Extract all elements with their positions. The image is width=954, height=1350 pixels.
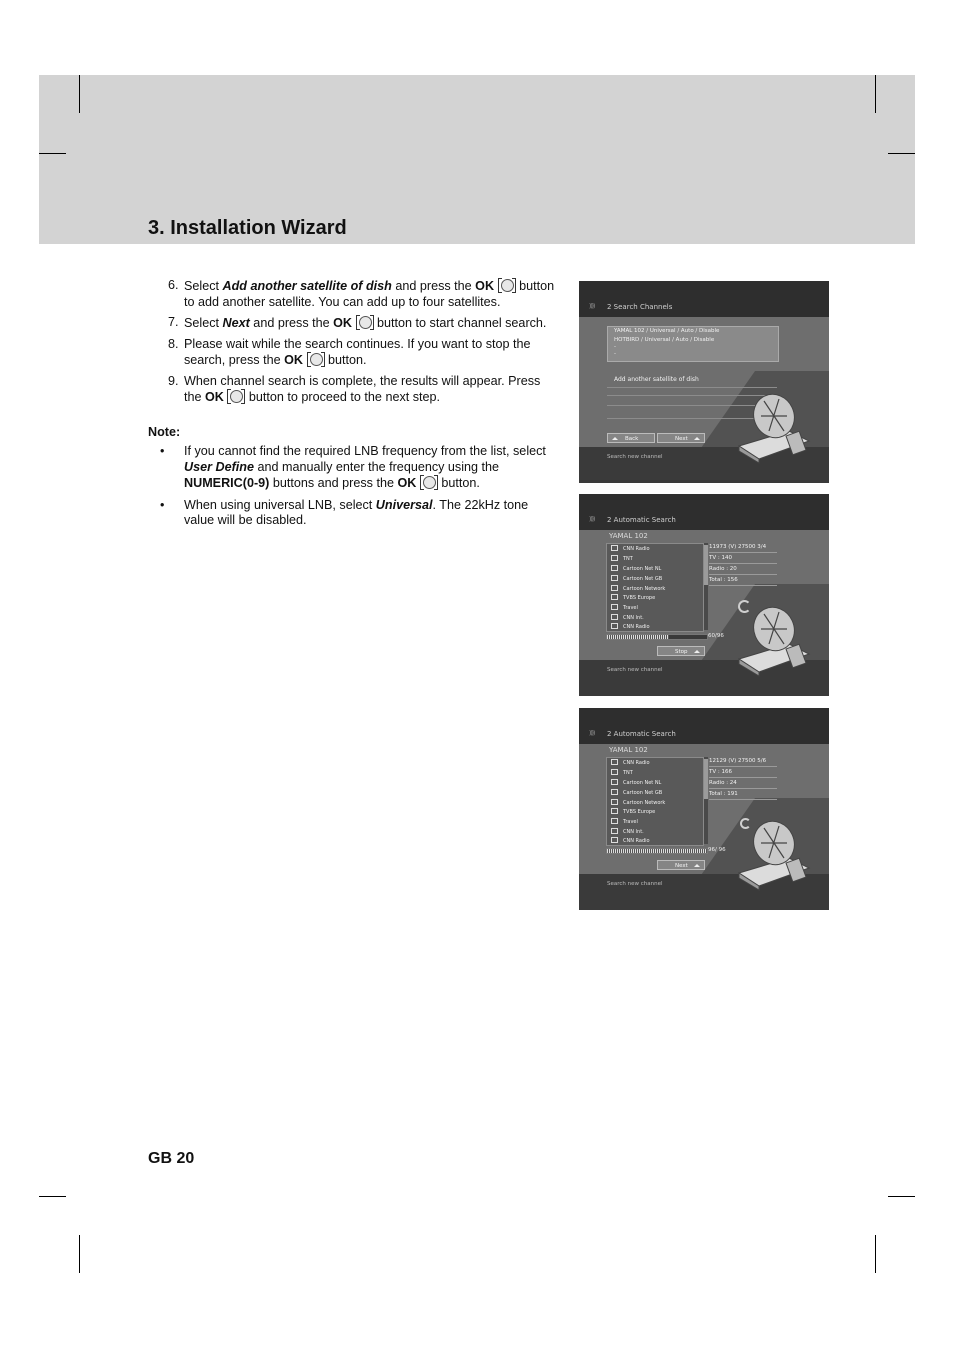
step-text: button. bbox=[328, 353, 367, 367]
tv-icon bbox=[611, 828, 618, 834]
satellite-name: YAMAL 102 bbox=[609, 532, 648, 540]
step-text: button to start channel search. bbox=[377, 316, 547, 330]
progress-count: 60/96 bbox=[708, 633, 724, 639]
ok-label: OK bbox=[397, 476, 417, 490]
list-item[interactable] bbox=[611, 837, 650, 844]
list-item[interactable] bbox=[611, 769, 633, 776]
footer-text: Search new channel bbox=[607, 454, 663, 460]
tv-icon bbox=[611, 604, 618, 610]
satellite-name: YAMAL 102 bbox=[609, 746, 648, 754]
channel-name: CNN Int. bbox=[623, 615, 644, 621]
satellite-dish-icon bbox=[719, 604, 819, 679]
divider bbox=[709, 585, 777, 586]
channel-list[interactable] bbox=[606, 543, 704, 632]
list-item[interactable] bbox=[611, 818, 638, 825]
list-item[interactable] bbox=[611, 545, 650, 552]
channel-name: TNT bbox=[623, 556, 633, 562]
ok-button-icon bbox=[420, 475, 438, 490]
radio-count: Radio : 24 bbox=[709, 780, 737, 786]
divider bbox=[709, 766, 777, 767]
progress-fill bbox=[607, 635, 669, 639]
list-item[interactable] bbox=[611, 594, 655, 601]
note-emphasis: Universal bbox=[375, 497, 433, 512]
divider bbox=[709, 574, 777, 575]
ok-button-icon bbox=[307, 352, 325, 367]
channel-name: CNN Radio bbox=[623, 624, 650, 630]
total-count: Total : 191 bbox=[709, 791, 738, 797]
screen-title: 2 Search Channels bbox=[607, 303, 673, 311]
step-text: and press the bbox=[249, 316, 334, 330]
total-count: Total : 156 bbox=[709, 577, 738, 583]
note-strong: NUMERIC(0-9) bbox=[184, 476, 270, 490]
channel-name: TNT bbox=[623, 770, 633, 776]
screen-header bbox=[579, 281, 829, 317]
tv-icon bbox=[611, 818, 618, 824]
step-text: Select bbox=[184, 316, 223, 330]
divider bbox=[709, 799, 777, 800]
ok-button-icon bbox=[356, 315, 374, 330]
progress-count: 96/ 96 bbox=[708, 847, 726, 853]
back-button-label: Back bbox=[625, 436, 639, 442]
footer-text: Search new channel bbox=[607, 667, 663, 673]
step-number: 7. bbox=[168, 315, 179, 329]
step-item bbox=[148, 337, 560, 369]
channel-name: TVBS Europe bbox=[623, 809, 656, 815]
channel-name: Travel bbox=[623, 605, 638, 611]
list-item[interactable] bbox=[611, 623, 650, 630]
ok-label: OK bbox=[475, 279, 495, 293]
screen-title: 2 Automatic Search bbox=[607, 516, 676, 524]
screen-header bbox=[579, 494, 829, 530]
step-text: Please wait while the search continues. If you want to stop the search, press the bbox=[184, 336, 531, 367]
satellite-entry[interactable]: - bbox=[614, 344, 616, 350]
ok-button-icon bbox=[498, 278, 516, 293]
next-button-label: Next bbox=[675, 863, 688, 869]
triangle-icon bbox=[612, 437, 618, 440]
channel-name: Travel bbox=[623, 819, 638, 825]
step-text: button to add another satellite. You can add up to four satellites. bbox=[184, 279, 555, 309]
scrollbar[interactable] bbox=[704, 757, 708, 844]
ok-label: OK bbox=[284, 353, 303, 367]
divider bbox=[709, 788, 777, 789]
step-number: 8. bbox=[168, 336, 179, 351]
next-button-label: Next bbox=[675, 436, 688, 442]
satellite-entry[interactable]: YAMAL 102 / Universal / Auto / Disable bbox=[614, 328, 720, 334]
scrollbar-thumb[interactable] bbox=[704, 545, 708, 585]
bullet-icon: • bbox=[160, 444, 165, 458]
crop-mark bbox=[39, 1196, 66, 1197]
tv-icon bbox=[611, 565, 618, 571]
list-item[interactable] bbox=[611, 585, 665, 592]
list-item[interactable] bbox=[611, 555, 633, 562]
list-item[interactable] bbox=[611, 789, 662, 796]
tv-icon bbox=[611, 769, 618, 775]
crop-mark bbox=[39, 153, 66, 154]
channel-name: CNN Radio bbox=[623, 760, 650, 766]
satellite-entry[interactable]: - bbox=[614, 351, 616, 357]
step-number: 9. bbox=[168, 373, 179, 388]
note-text: and manually enter the frequency using the bbox=[254, 459, 500, 474]
steps-list bbox=[148, 278, 560, 411]
triangle-icon bbox=[694, 650, 700, 653]
channel-name: Cartoon Net NL bbox=[623, 566, 662, 572]
divider bbox=[709, 563, 777, 564]
note-item bbox=[160, 498, 560, 529]
note-text: buttons and press the bbox=[269, 476, 398, 490]
section-title: 3. Installation Wizard bbox=[148, 217, 347, 239]
tv-count: TV : 166 bbox=[709, 769, 732, 775]
channel-list[interactable] bbox=[606, 757, 704, 846]
list-item[interactable] bbox=[611, 799, 665, 806]
note-text: . The 22kHz tone value will be disabled. bbox=[184, 497, 529, 527]
note-emphasis: User Define bbox=[184, 459, 254, 474]
divider bbox=[709, 777, 777, 778]
progress-fill bbox=[607, 849, 707, 853]
scrollbar[interactable] bbox=[704, 543, 708, 630]
progress-bar bbox=[606, 848, 708, 854]
step-emphasis: Next bbox=[222, 316, 250, 330]
tv-icon bbox=[611, 614, 618, 620]
back-button[interactable] bbox=[607, 433, 655, 443]
footer-text: Search new channel bbox=[607, 881, 663, 887]
list-item[interactable] bbox=[611, 575, 662, 582]
tv-count: TV : 140 bbox=[709, 555, 732, 561]
tv-icon bbox=[611, 789, 618, 795]
step-text: and press the bbox=[391, 279, 476, 293]
satellite-entry[interactable]: HOTBIRD / Universal / Auto / Disable bbox=[614, 337, 715, 343]
note-text: If you cannot find the required LNB frequency from the list, select bbox=[184, 444, 546, 458]
stop-button[interactable] bbox=[657, 646, 705, 656]
tv-icon bbox=[611, 779, 618, 785]
step-item bbox=[148, 278, 560, 310]
channel-name: Cartoon Network bbox=[623, 586, 666, 592]
step-item bbox=[148, 315, 560, 332]
tv-screen-search-complete bbox=[579, 708, 829, 910]
list-item[interactable] bbox=[611, 565, 661, 572]
screen-header bbox=[579, 708, 829, 744]
tv-icon bbox=[611, 799, 618, 805]
next-button[interactable] bbox=[657, 433, 705, 443]
step-text: When channel search is complete, the results will appear. Press the bbox=[184, 373, 541, 404]
ok-label: OK bbox=[333, 316, 353, 330]
channel-name: Cartoon Net GB bbox=[623, 790, 663, 796]
step-emphasis: Add another satellite of dish bbox=[222, 279, 392, 293]
channel-name: TVBS Europe bbox=[623, 595, 656, 601]
page-number: GB 20 bbox=[148, 1150, 195, 1167]
crop-mark bbox=[79, 1235, 80, 1273]
tv-screen-search-channels bbox=[579, 281, 829, 483]
progress-bar bbox=[606, 634, 708, 640]
list-item[interactable] bbox=[611, 808, 655, 815]
stop-button-label: Stop bbox=[675, 649, 688, 655]
tv-icon bbox=[611, 808, 618, 814]
note-title: Note: bbox=[148, 425, 181, 439]
signal-arrows-icon: )))) bbox=[589, 730, 595, 737]
tv-icon bbox=[611, 575, 618, 581]
triangle-icon bbox=[694, 437, 700, 440]
divider bbox=[709, 552, 777, 553]
triangle-icon bbox=[694, 864, 700, 867]
list-item[interactable] bbox=[611, 614, 644, 621]
note-text: When using universal LNB, select bbox=[184, 497, 376, 512]
radio-icon bbox=[611, 623, 618, 629]
channel-name: Cartoon Net GB bbox=[623, 576, 663, 582]
ok-button-icon bbox=[227, 389, 245, 404]
signal-arrows-icon: )))) bbox=[589, 303, 595, 310]
radio-icon bbox=[611, 837, 618, 843]
note-text: button. bbox=[441, 476, 480, 490]
list-item[interactable] bbox=[611, 604, 638, 611]
list-item[interactable] bbox=[611, 779, 661, 786]
bullet-icon: • bbox=[160, 497, 165, 512]
step-text: Select bbox=[184, 279, 223, 293]
crop-mark bbox=[875, 75, 876, 113]
note-list bbox=[160, 444, 560, 535]
crop-mark bbox=[875, 1235, 876, 1273]
channel-name: Cartoon Net NL bbox=[623, 780, 662, 786]
list-item[interactable] bbox=[611, 759, 650, 766]
tv-icon bbox=[611, 585, 618, 591]
transponder-info: 11973 (V) 27500 3/4 bbox=[709, 544, 767, 550]
next-button[interactable] bbox=[657, 860, 705, 870]
step-text: button to proceed to the next step. bbox=[248, 390, 441, 404]
crop-mark bbox=[888, 1196, 915, 1197]
divider bbox=[607, 387, 777, 388]
channel-name: CNN Radio bbox=[623, 838, 650, 844]
satellite-dish-icon bbox=[719, 391, 819, 466]
note-item bbox=[160, 444, 560, 492]
tv-screen-automatic-search bbox=[579, 494, 829, 696]
crop-mark bbox=[79, 75, 80, 113]
ok-label: OK bbox=[205, 390, 224, 404]
transponder-info: 12129 (V) 27500 5/6 bbox=[709, 758, 767, 764]
radio-icon bbox=[611, 545, 618, 551]
tv-icon bbox=[611, 555, 618, 561]
crop-mark bbox=[888, 153, 915, 154]
add-satellite-option[interactable]: Add another satellite of dish bbox=[614, 376, 699, 383]
screen-title: 2 Automatic Search bbox=[607, 730, 676, 738]
channel-name: Cartoon Network bbox=[623, 800, 666, 806]
radio-count: Radio : 20 bbox=[709, 566, 737, 572]
step-item bbox=[148, 374, 560, 406]
step-number: 6. bbox=[168, 278, 179, 292]
channel-name: CNN Radio bbox=[623, 546, 650, 552]
signal-arrows-icon: )))) bbox=[589, 516, 595, 523]
radio-icon bbox=[611, 759, 618, 765]
satellite-dish-icon bbox=[719, 818, 819, 893]
channel-name: CNN Int. bbox=[623, 829, 644, 835]
list-item[interactable] bbox=[611, 828, 644, 835]
scrollbar-thumb[interactable] bbox=[704, 759, 708, 799]
tv-icon bbox=[611, 594, 618, 600]
